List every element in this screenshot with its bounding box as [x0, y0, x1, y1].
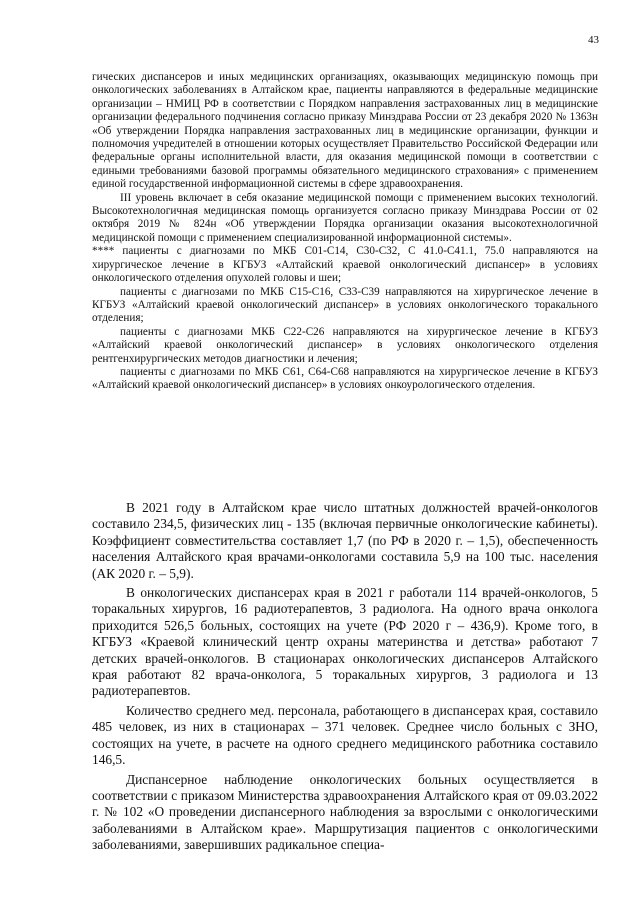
- footnote-paragraph: пациенты с диагнозами по МКБ С15-С16, С33-С39 направляются на хирургическое лечение в КГБУЗ «Алтайский краевой онкологический диспансер» в условиях онкологического торакального отделения;: [92, 285, 598, 325]
- body-paragraph: Диспансерное наблюдение онкологических больных осуществляется в соответствии с приказом Министерства здравоохранения Алтайского края от 09.03.2022 г. № 102 «О проведении диспансерного наблюдения за взрослыми с онкологическими заболеваниями в Алтайском крае». Маршрутизация пациентов с онкологическими заболеваниями, завершивших радикальное специа-: [92, 771, 598, 853]
- footnote-section: [92, 71, 598, 393]
- footnote-paragraph: гических диспансеров и иных медицинских организациях, оказывающих медицинскую помощь при онкологических заболеваниях в Алтайском крае, пациенты направляются в федеральные медицинские организации – НМИЦ РФ в соответствии с Порядком направления застрахованных лиц в медицинские организации федерального подчинения согласно приказу Минздрава России от 23 декабря 2020 № 1363н «Об утверждении Порядка направления застрахованных лиц в медицинские организации, функции и полномочия учредителей в отношении которых осуществляет Правительство Российской Федерации или федеральные органы исполнительной власти, для оказания медицинской помощи в соответствии с едиными требованиями базовой программы обязательного медицинского страхования» с применением единой государственной информационной системы в сфере здравоохранения.: [92, 71, 598, 191]
- footnote-paragraph: III уровень включает в себя оказание медицинской помощи с применением высоких технологий. Высокотехнологичная медицинская помощь организуется согласно приказу Минздрава России от 02 октября 2019 № 824н «Об утверждении Порядка организации оказания высокотехнологичной медицинской помощи с применением специализированной информационной системы».: [92, 191, 598, 244]
- footnote-paragraph: **** пациенты с диагнозами по МКБ С01-С14, С30-С32, С 41.0-С41.1, 75.0 направляются на хирургическое лечение в КГБУЗ «Алтайский краевой онкологический диспансер» в условиях онкологического отделения опухолей головы и шеи;: [92, 245, 598, 285]
- body-paragraph: Количество среднего мед. персонала, работающего в диспансерах края, составило 485 человек, из них в стационарах – 371 человек. Среднее число больных с ЗНО, состоящих на учете, в расчете на одного среднего медицинского работника составило 146,5.: [92, 702, 598, 768]
- footnote-paragraph: пациенты с диагнозами по МКБ С61, С64-С68 направляются на хирургическое лечение в КГБУЗ «Алтайский краевой онкологический диспансер» в условиях онкоурологического отделения.: [92, 365, 598, 392]
- footnote-paragraph: пациенты с диагнозами МКБ С22-С26 направляются на хирургическое лечение в КГБУЗ «Алтайский краевой онкологический диспансер» в условиях онкологического отделения рентгенхирургических методов диагностики и лечения;: [92, 325, 598, 365]
- body-paragraph: В 2021 году в Алтайском крае число штатных должностей врачей-онкологов составило 234,5, физических лиц - 135 (включая первичные онкологические кабинеты). Коэффициент совместительства составляет 1,7 (по РФ в 2020 г. – 1,5), обеспеченность населения Алтайского края врачами-онкологами составила 5,9 на 100 тыс. населения (АК 2020 г. – 5,9).: [92, 500, 598, 581]
- body-paragraph: В онкологических диспансерах края в 2021 г работали 114 врачей-онкологов, 5 торакальных хирургов, 16 радиотерапевтов, 3 радиолога. На одного врача онколога приходится 526,5 больных, состоящих на учете (РФ 2020 г – 436,9). Кроме того, в КГБУЗ «Краевой клинический центр охраны материнства и детства» работают 7 детских врачей-онкологов. В стационарах онкологических диспансеров Алтайского края работают 82 врача-онколога, 5 торакальных хирургов, 3 радиолога и 13 радиотерапевтов.: [92, 585, 598, 699]
- main-text-section: [92, 500, 598, 857]
- page-number: 43: [588, 34, 599, 46]
